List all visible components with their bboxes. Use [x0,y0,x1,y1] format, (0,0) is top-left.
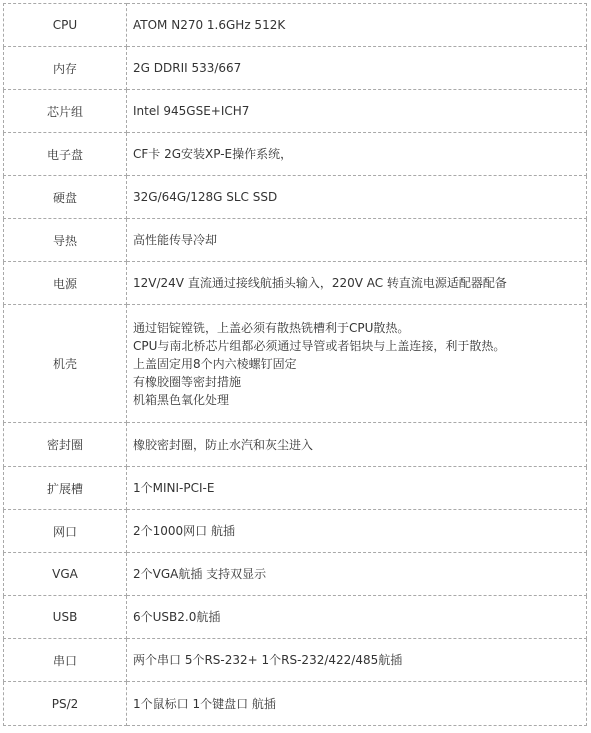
table-row [4,176,587,219]
table-row [4,305,587,423]
table-row [4,423,587,467]
row-label: CPU [4,4,127,47]
row-value [127,176,587,219]
row-label: PS/2 [4,682,127,726]
row-value [127,510,587,553]
value-line: Intel 945GSE+ICH7 [133,104,250,118]
value-line: CPU与南北桥芯片组都必须通过导管或者铝块与上盖连接，利于散热。 [133,338,506,353]
row-value [127,133,587,176]
value-line: 通过铝锭镗铣，上盖必须有散热铣槽利于CPU散热。 [133,320,410,335]
value-line: 2G DDRII 533/667 [133,61,242,75]
row-label: USB [4,596,127,639]
spec-table [3,3,587,726]
value-line: 两个串口 5个RS-232+ 1个RS-232/422/485航插 [133,653,403,667]
value-line: 1个MINI-PCI-E [133,481,215,495]
table-row [4,219,587,262]
row-value [127,423,587,467]
row-label: 机壳 [4,305,127,423]
table-row [4,133,587,176]
table-row [4,47,587,90]
table-row [4,4,587,47]
table-row [4,467,587,510]
value-line: 高性能传导冷却 [133,233,218,247]
row-label: 电子盘 [4,133,127,176]
row-value [127,305,587,423]
value-line: 2个VGA航插 支持双显示 [133,567,267,581]
row-value [127,90,587,133]
row-value [127,682,587,726]
row-label: 网口 [4,510,127,553]
row-value [127,596,587,639]
value-line: 1个鼠标口 1个键盘口 航插 [133,696,276,711]
row-value [127,47,587,90]
value-line: 6个USB2.0航插 [133,610,221,624]
spec-table-body [4,4,587,726]
table-row [4,596,587,639]
value-line: 2个1000网口 航插 [133,524,235,538]
value-line: 32G/64G/128G SLC SSD [133,190,278,204]
value-line: ATOM N270 1.6GHz 512K [133,18,286,32]
row-value [127,262,587,305]
row-label: 硬盘 [4,176,127,219]
table-row [4,510,587,553]
value-line: 12V/24V 直流通过接线航插头输入，220V AC 转直流电源适配器配备 [133,276,507,290]
value-line: CF卡 2G安装XP-E操作系统， [133,147,293,161]
row-label: 密封圈 [4,423,127,467]
value-line: 机箱黑色氧化处理 [133,392,230,407]
row-label: VGA [4,553,127,596]
row-value [127,639,587,682]
row-label: 芯片组 [4,90,127,133]
table-row [4,639,587,682]
table-row [4,682,587,726]
table-row [4,90,587,133]
table-row [4,553,587,596]
row-label: 导热 [4,219,127,262]
row-value [127,553,587,596]
table-row [4,262,587,305]
row-value [127,4,587,47]
row-label: 串口 [4,639,127,682]
row-label: 内存 [4,47,127,90]
value-line: 上盖固定用8个内六棱螺钉固定 [133,356,297,371]
row-label: 扩展槽 [4,467,127,510]
row-value [127,219,587,262]
value-line: 橡胶密封圈，防止水汽和灰尘进入 [133,437,314,452]
row-value [127,467,587,510]
value-line: 有橡胶圈等密封措施 [133,374,242,389]
row-label: 电源 [4,262,127,305]
